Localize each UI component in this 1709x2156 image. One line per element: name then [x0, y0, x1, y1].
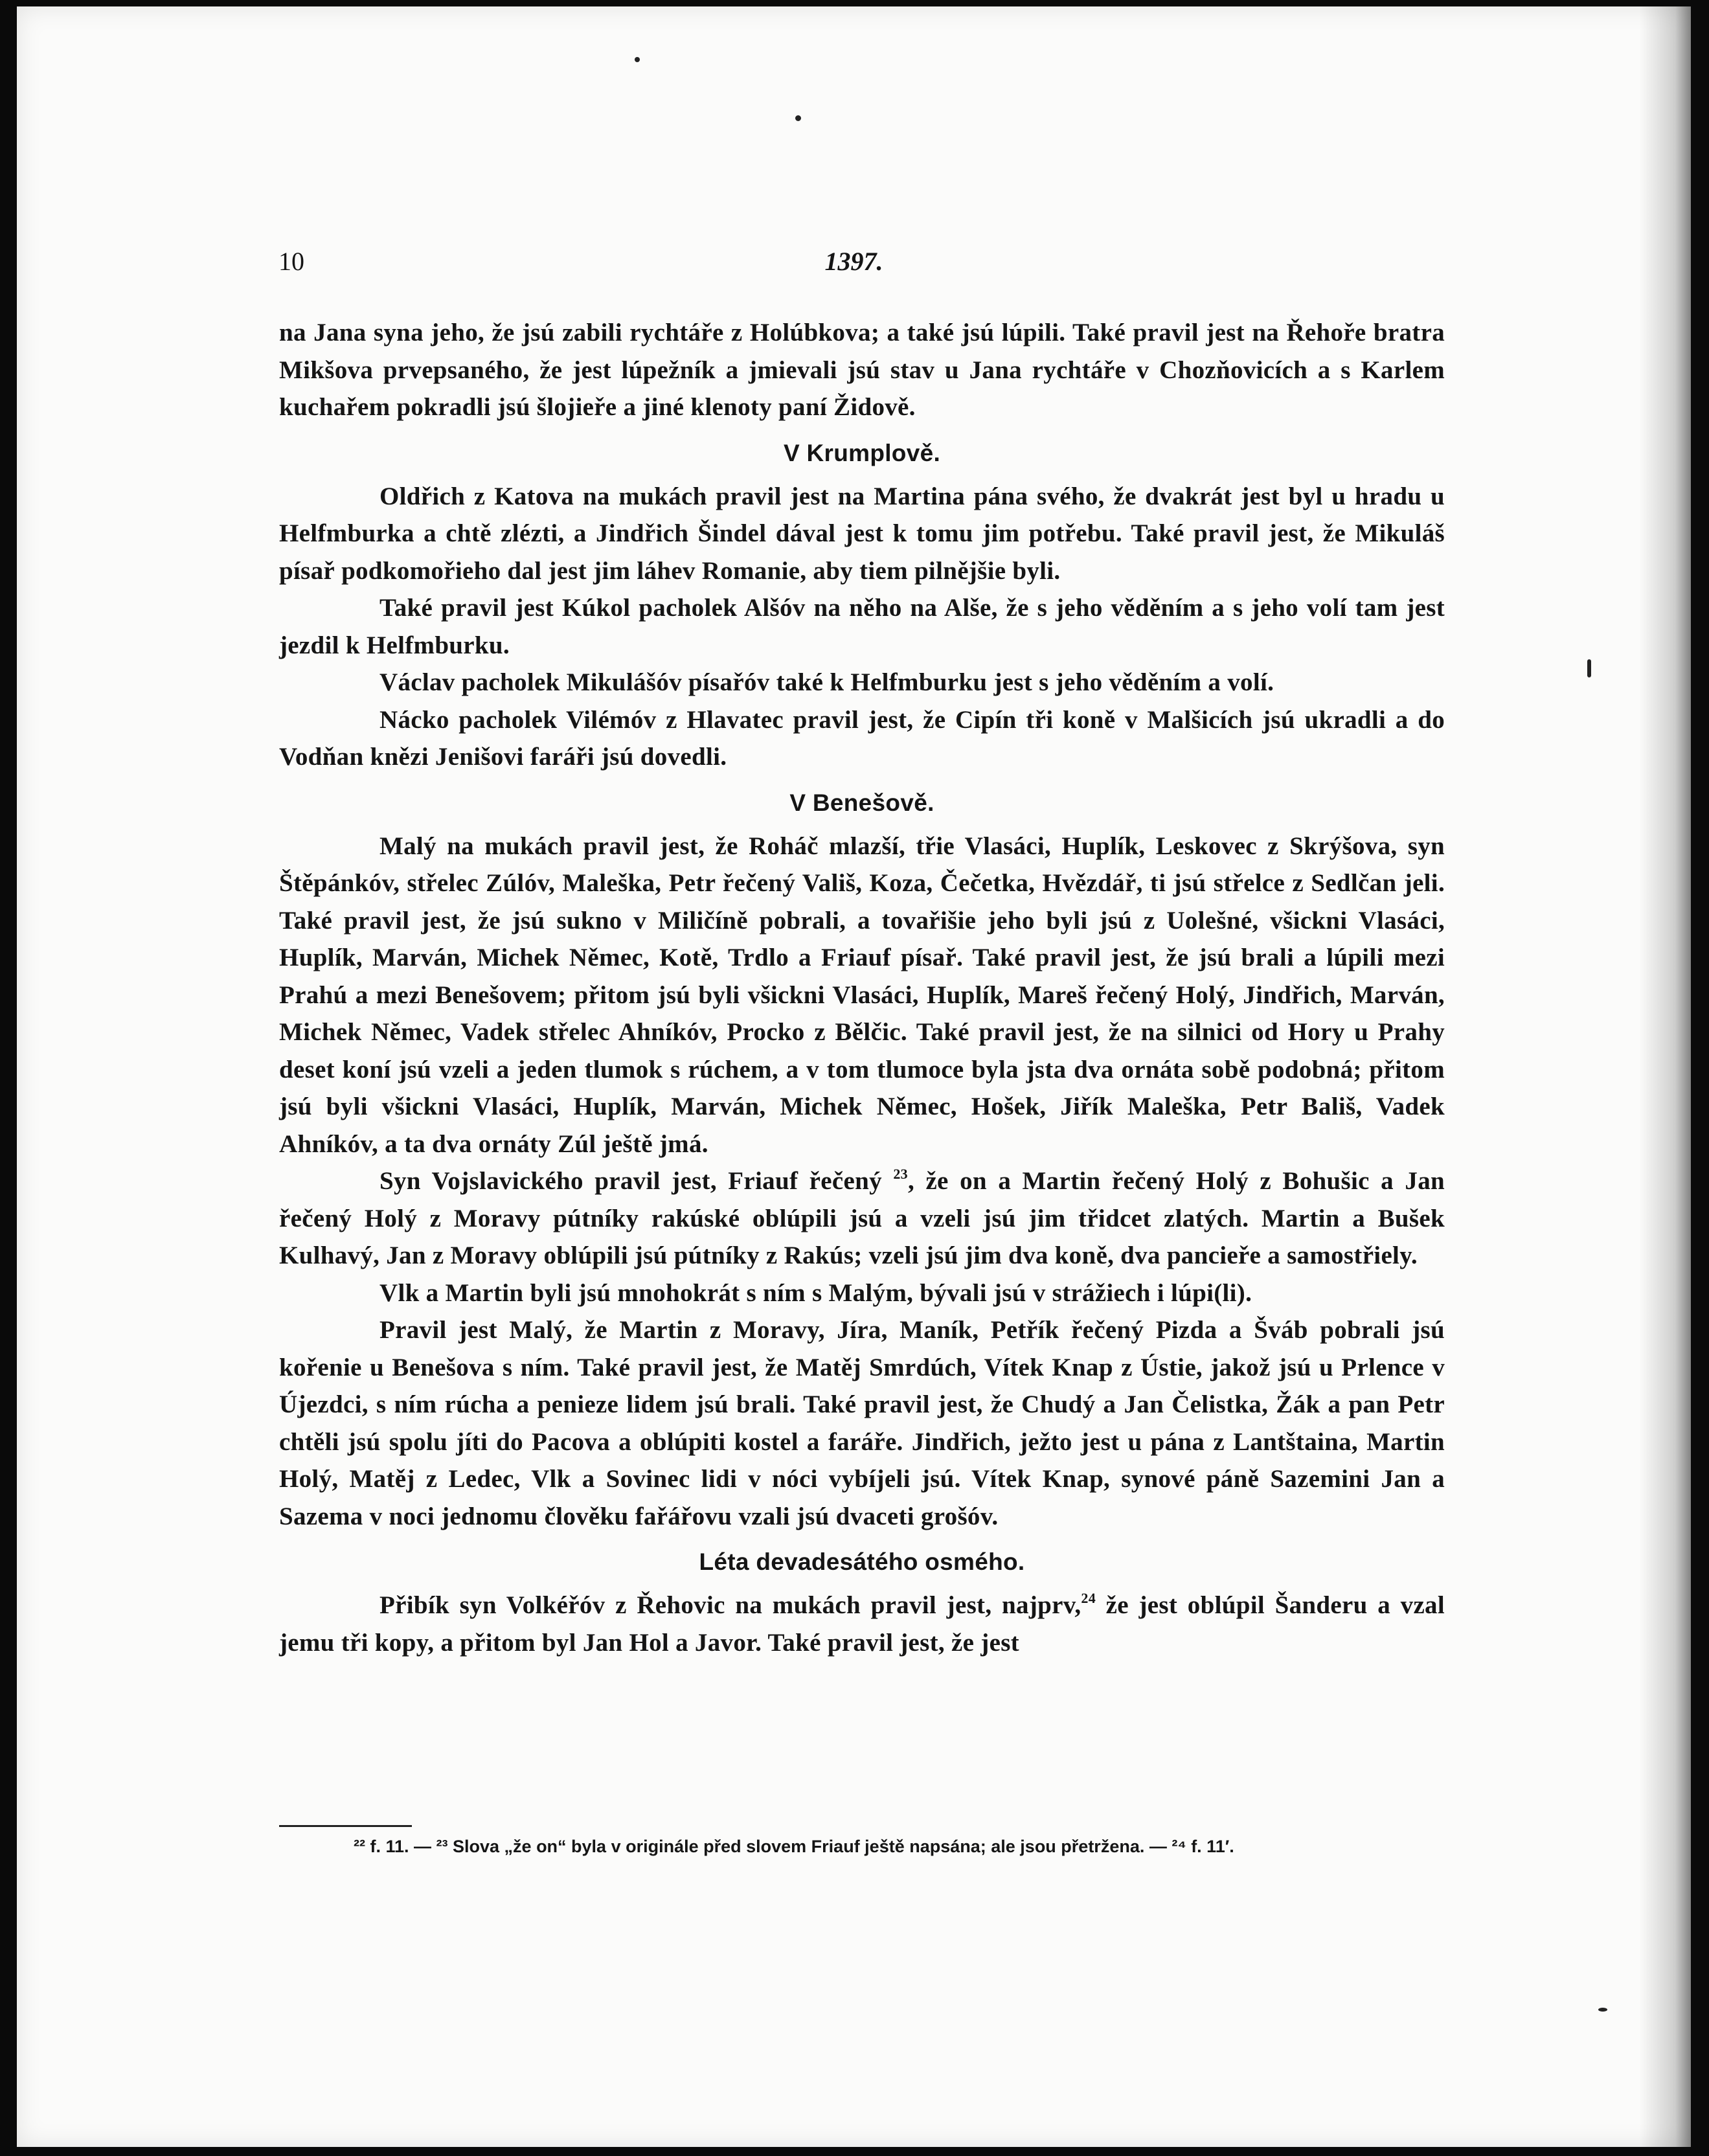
paragraph: [279, 1163, 1445, 1275]
section-heading: V Benešově.: [789, 789, 934, 816]
paragraph-text: Syn Vojslavického pravil jest, Friauf řečený: [379, 1167, 894, 1195]
paragraph: Oldřich z Katova na mukách pravil jest na Martina pána svého, že dvakrát jest byl u hradu u Helfmburka a chtě zlézti, a Jindřich Šindel dával jest k tomu jim potřebu. Také pravil jest, že Mikuláš písař podkomořieho dal jest jim láhev Romanie, aby tiem pilnějšie byli.: [279, 482, 1445, 585]
page-number: 10: [278, 247, 304, 276]
paragraph-text: , že on a Martin řečený Holý z Bohušic a Jan řečený Holý z Moravy pútníky rakúské oblúpili jsú a vzeli jsú jim třidcet zlatých. Martin a Bušek Kulhavý, Jan z Moravy oblúpili jsú pútníky z Rakús; vzeli jsú jim dva koně, dva pancieře a samostřiely.: [279, 1167, 1445, 1269]
footnotes: ²² f. 11. — ²³ Slova „že on“ byla v originále před slovem Friauf ještě napsána; ale jsou přetržena. — ²⁴ f. 11′.: [354, 1837, 1234, 1856]
section-heading: Léta devadesátého osmého.: [699, 1549, 1025, 1575]
paragraph: [279, 1587, 1445, 1661]
scan-speck: [635, 57, 640, 62]
running-head-year: 1397.: [824, 247, 883, 276]
scan-speck: [1598, 2008, 1607, 2012]
paragraph: Malý na mukách pravil jest, že Roháč mlazší, třie Vlasáci, Huplík, Leskovec z Skrýšova, syn Štěpánkóv, střelec Zúlóv, Maleška, Petr řečený Vališ, Koza, Čečetka, Hvězdář, ti jsú střelce z Sedlčan jeli. Také pravil jest, že jsú sukno v Miličíně pobrali, a tovařišie jeho byli jsú z Uolešné, všickni Vlasáci, Huplík, Marván, Michek Němec, Kotě, Trdlo a Friauf písař. Také pravil jest, že jsú brali a lúpili mezi Prahú a mezi Benešovem; přitom jsú byli všickni Vlasáci, Huplík, Mareš řečený Holý, Jindřich, Marván, Michek Němec, Vadek střelec Ahníkóv, Procko z Bělčic. Také pravil jest, že na silnici od Hory u Prahy deset koní jsú vzeli a jeden tlumok s rúchem, a v tom tlumoce byla jsta dva ornáta sobě podobná; přitom jsú byli všickni Vlasáci, Huplík, Marván, Michek Němec, Hošek, Jiřík Maleška, Petr Bališ, Vadek Ahníkóv, a ta dva ornáty Zúl ještě jmá.: [279, 832, 1445, 1158]
paragraph: Pravil jest Malý, že Martin z Moravy, Jíra, Maník, Petřík řečený Pizda a Šváb pobrali jsú kořenie u Benešova s ním. Také pravil jest, že Matěj Smrdúch, Vítek Knap z Ústie, jakož jsú u Prlence v Újezdci, s ním rúcha a penieze lidem jsú brali. Také pravil jest, že Chudý a Jan Čelistka, Žák a pan Petr chtěli jsú spolu jíti do Pacova a oblúpiti kostel a faráře. Jindřich, ježto jest u pána z Lantštaina, Martin Holý, Matěj z Ledec, Vlk a Sovinec lidi v nóci vybíjeli jsú. Vítek Knap, synové páně Sazemini Jan a Sazema v noci jednomu člověku fařářovu vzali jsú dvaceti grošóv.: [279, 1316, 1445, 1530]
scan-speck: [1587, 659, 1591, 677]
page-header: [263, 246, 1445, 285]
paragraph: na Jana syna jeho, že jsú zabili rychtáře z Holúbkova; a také jsú lúpili. Také pravil jest na Řehoře bratra Mikšova prvepsaného, že jest lúpežník a jmievali jsú stav u Jana rychtáře v Chozňovicích a s Karlem kuchařem pokradli jsú šlojieře a jiné klenoty paní Židově.: [279, 319, 1445, 421]
paragraph: Také pravil jest Kúkol pacholek Alšóv na něho na Alše, že s jeho věděním a s jeho volí tam jest jezdil k Helfmburku.: [279, 594, 1445, 659]
main-text: [279, 314, 1445, 1661]
paragraph-text: Přibík syn Volkéřóv z Řehovic na mukách pravil jest, najprv,: [379, 1591, 1081, 1619]
footnote-ref: 24: [1081, 1590, 1096, 1606]
paragraph: Vlk a Martin byli jsú mnohokrát s ním s Malým, bývali jsú v strážiech i lúpi(li).: [379, 1278, 1252, 1307]
page-edge-shadow: [1639, 6, 1691, 2147]
paragraph: Václav pacholek Mikulášóv písařóv také k Helfmburku jest s jeho věděním a volí.: [379, 668, 1274, 696]
paragraph-text: že jest oblúpil Šanderu a vzal jemu tři kopy, a přitom byl Jan Hol a Javor. Také pravil jest, že jest: [279, 1591, 1445, 1657]
footnote-rule: [279, 1825, 412, 1827]
paper-sheet: [17, 6, 1691, 2147]
scan-speck: [795, 115, 801, 121]
footnote-ref: 23: [893, 1166, 908, 1182]
section-heading: V Krumplově.: [783, 439, 941, 466]
paragraph: Nácko pacholek Vilémóv z Hlavatec pravil jest, že Cipín tři koně v Malšicích jsú ukradli a do Vodňan knězi Jenišovi faráři jsú dovedli.: [279, 705, 1445, 771]
